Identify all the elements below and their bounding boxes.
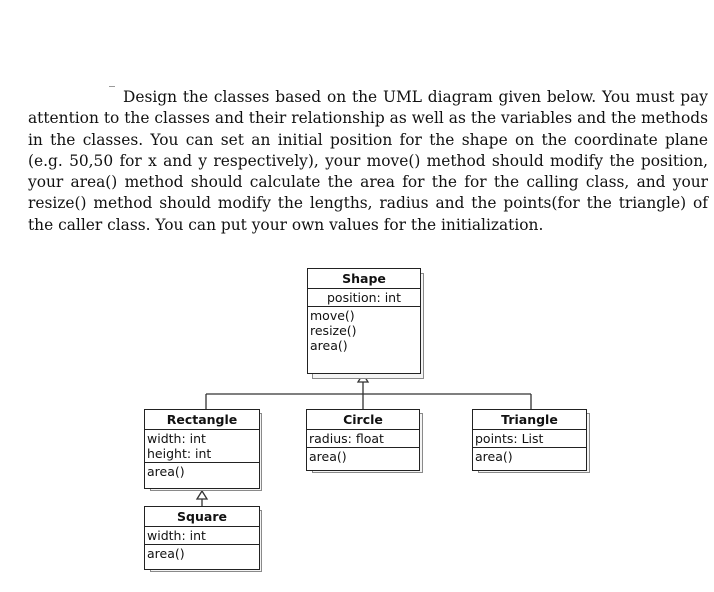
- instructions-body: Design the classes based on the UML diagram given below. You must pay attention to the classes and their relationship as well as the variables and the methods in the classes. You can set an initial position for the shape on the coordinate plane (e.g. 50,50 for x and y respectively), your move() method should modify the position, your area() method should calculate the area for the for the calling class, and your resize() method should modify the lengths, radius and the points(for the triangle) of the caller class. You can put your own values for the initialization.: [28, 88, 708, 234]
- class-rectangle: [144, 409, 260, 489]
- class-triangle-attributes: [473, 429, 586, 447]
- class-circle-attribute: radius: float: [309, 431, 384, 446]
- class-circle-method: area(): [309, 449, 347, 464]
- class-circle-name: Circle: [343, 412, 383, 427]
- class-rectangle-name: Rectangle: [166, 412, 238, 427]
- class-rectangle-attributes: [145, 429, 259, 462]
- class-shape: [307, 268, 421, 374]
- class-shape-attributes: [308, 288, 420, 306]
- class-triangle-attribute: points: List: [475, 431, 544, 446]
- class-circle-methods: [307, 447, 419, 465]
- class-rectangle-methods: [145, 462, 259, 480]
- class-triangle-name: Triangle: [501, 412, 558, 427]
- class-triangle-methods: [473, 447, 586, 465]
- class-circle-attributes: [307, 429, 419, 447]
- class-shape-method: move(): [310, 308, 355, 323]
- class-square-attributes: [145, 526, 259, 544]
- class-square-method: area(): [147, 546, 185, 561]
- class-square: [144, 506, 260, 570]
- class-rectangle-attribute: height: int: [147, 446, 212, 461]
- class-rectangle-attribute: width: int: [147, 431, 206, 446]
- class-rectangle-method: area(): [147, 464, 185, 479]
- class-square-attribute: width: int: [147, 528, 206, 543]
- class-triangle-method: area(): [475, 449, 513, 464]
- class-square-methods: [145, 544, 259, 562]
- class-triangle: [472, 409, 587, 471]
- class-shape-method: resize(): [310, 323, 357, 338]
- class-square-name: Square: [177, 509, 227, 524]
- class-shape-methods: [308, 306, 420, 354]
- class-shape-method: area(): [310, 338, 348, 353]
- class-shape-name: Shape: [342, 271, 386, 286]
- class-circle: [306, 409, 420, 471]
- class-shape-attribute: position: int: [327, 290, 401, 305]
- inheritance-arrow-rectangle: [197, 491, 207, 499]
